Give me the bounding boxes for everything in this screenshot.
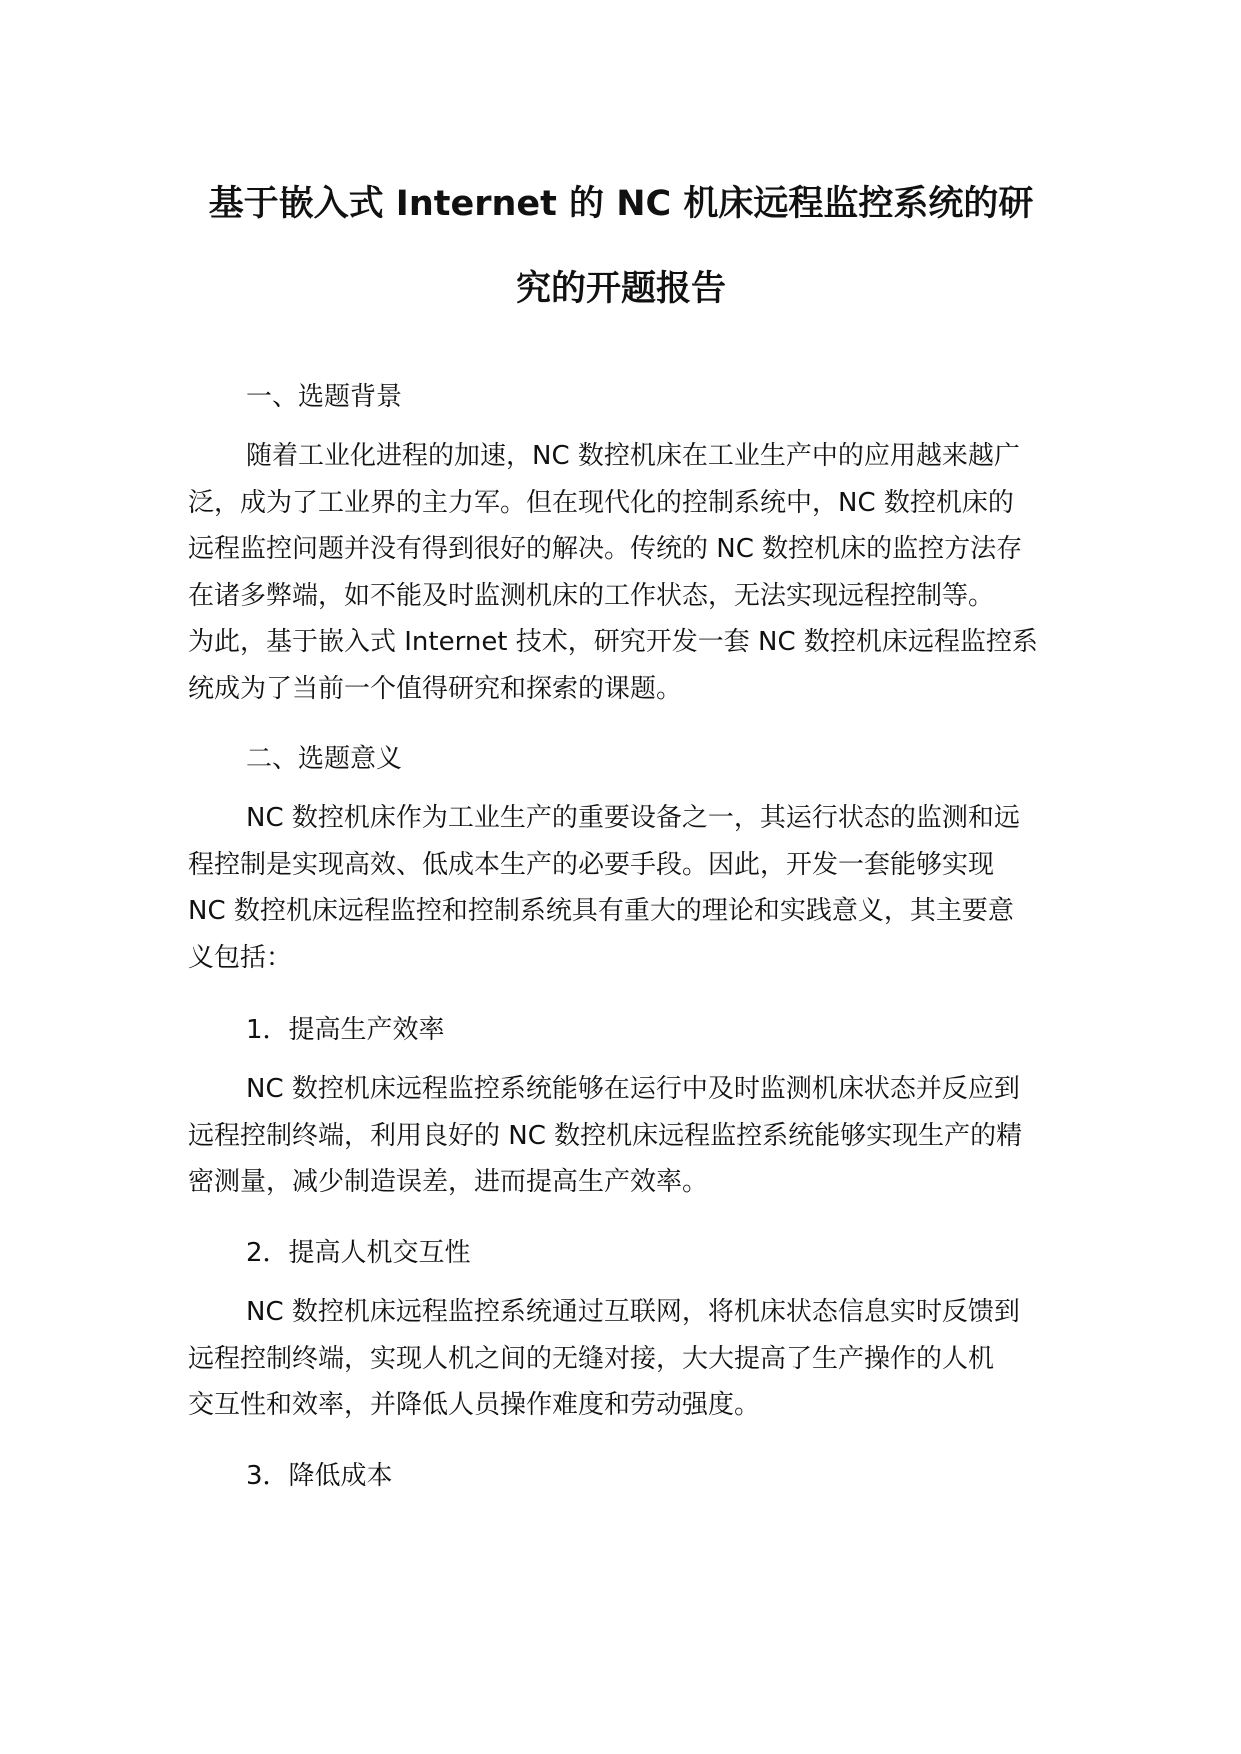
text-line: 义包括： — [188, 942, 293, 973]
text-line: NC 数控机床远程监控和控制系统具有重大的理论和实践意义，其主要意 — [188, 896, 1014, 927]
text-line: 交互性和效率，并降低人员操作难度和劳动强度。 — [188, 1390, 761, 1421]
paragraph-efficiency — [188, 1066, 1058, 1206]
item-heading-interaction: 2．提高人机交互性 — [246, 1238, 471, 1268]
text-line: 密测量，减少制造误差，进而提高生产效率。 — [188, 1167, 709, 1198]
section-heading-background: 一、选题背景 — [246, 382, 403, 412]
section-heading-significance: 二、选题意义 — [246, 744, 403, 774]
text-line: 在诸多弊端，如不能及时监测机床的工作状态，无法实现远程控制等。 — [188, 580, 995, 611]
text-line: 远程控制终端，利用良好的 NC 数控机床远程监控系统能够实现生产的精 — [188, 1120, 1023, 1151]
document-title-line-1: 基于嵌入式 Internet 的 NC 机床远程监控系统的研 — [208, 184, 1034, 224]
text-line: 程控制是实现高效、低成本生产的必要手段。因此，开发一套能够实现 — [188, 849, 995, 880]
text-line: 远程监控问题并没有得到很好的解决。传统的 NC 数控机床的监控方法存 — [188, 534, 1023, 565]
text-line: NC 数控机床作为工业生产的重要设备之一，其运行状态的监测和远 — [246, 803, 1020, 833]
paragraph-interaction — [188, 1289, 1058, 1429]
paragraph-significance — [188, 795, 1058, 981]
paragraph-background — [188, 433, 1058, 713]
text-line: NC 数控机床远程监控系统能够在运行中及时监测机床状态并反应到 — [246, 1074, 1020, 1104]
item-heading-cost: 3．降低成本 — [246, 1461, 393, 1491]
text-line: 统成为了当前一个值得研究和探索的课题。 — [188, 673, 683, 704]
text-line: 随着工业化进程的加速，NC 数控机床在工业生产中的应用越来越广 — [246, 441, 1020, 471]
text-line: 远程控制终端，实现人机之间的无缝对接，大大提高了生产操作的人机 — [188, 1343, 995, 1374]
text-line: 为此，基于嵌入式 Internet 技术，研究开发一套 NC 数控机床远程监控系 — [188, 627, 1038, 658]
item-heading-efficiency: 1．提高生产效率 — [246, 1015, 445, 1045]
document-title-line-2: 究的开题报告 — [515, 269, 726, 309]
text-line: 泛，成为了工业界的主力军。但在现代化的控制系统中，NC 数控机床的 — [188, 487, 1014, 518]
text-line: NC 数控机床远程监控系统通过互联网，将机床状态信息实时反馈到 — [246, 1297, 1020, 1327]
